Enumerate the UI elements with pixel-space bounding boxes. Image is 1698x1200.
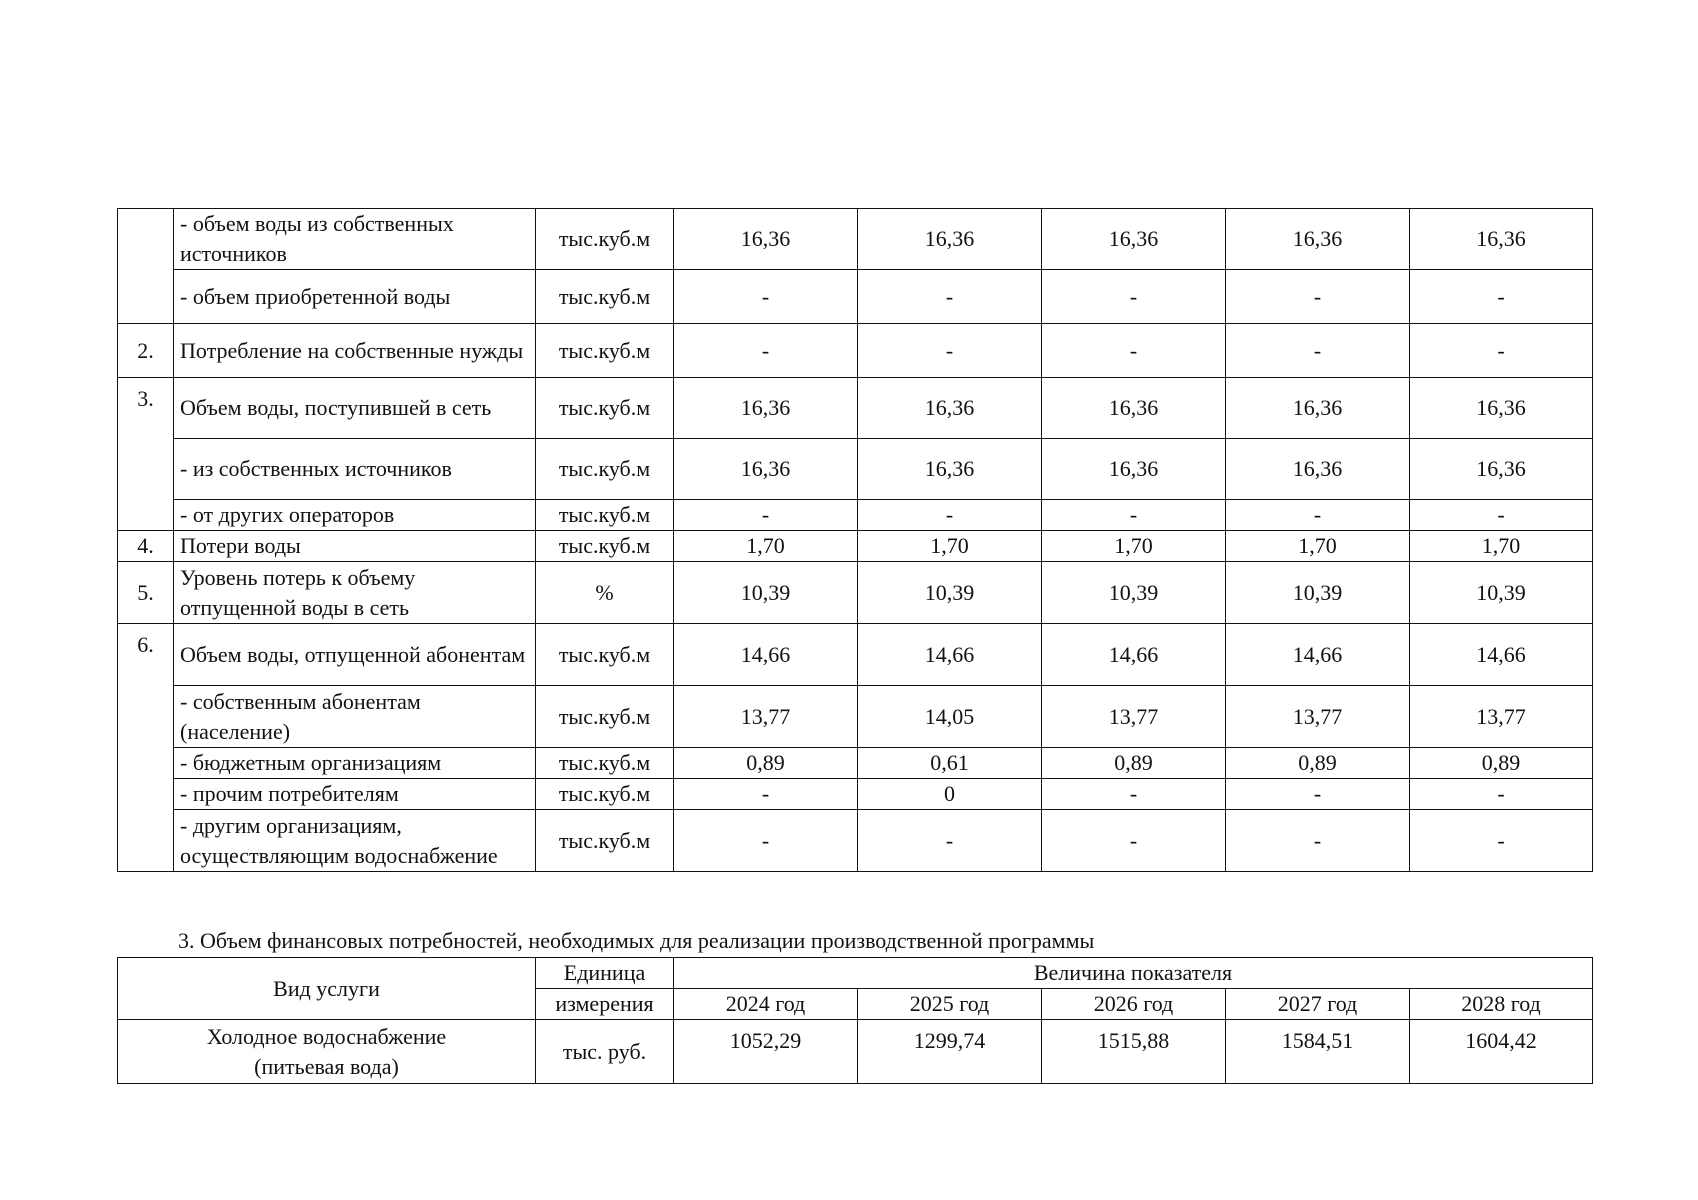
value-cell: 13,77 — [1226, 686, 1410, 748]
value-cell: - — [1042, 500, 1226, 531]
value-cell: - — [1410, 810, 1593, 872]
service-name — [118, 1020, 536, 1084]
unit-cell: тыс.куб.м — [536, 270, 674, 324]
value-cell: 1,70 — [1226, 531, 1410, 562]
value-cell: 14,66 — [674, 624, 858, 686]
value-cell: 10,39 — [1226, 562, 1410, 624]
value-cell: 13,77 — [1042, 686, 1226, 748]
service-name-line2: (питьевая вода) — [254, 1053, 399, 1079]
value-cell: 16,36 — [1226, 209, 1410, 270]
value-cell: 1,70 — [1042, 531, 1226, 562]
table-row — [118, 748, 1593, 779]
unit-cell: тыс.куб.м — [536, 779, 674, 810]
unit-cell: тыс.куб.м — [536, 378, 674, 439]
row-number: 4. — [118, 531, 174, 562]
value-cell: - — [1226, 500, 1410, 531]
indicator-name: Уровень потерь к объему отпущенной воды в сеть — [174, 562, 536, 624]
value-cell: - — [674, 810, 858, 872]
value-cell: 14,66 — [858, 624, 1042, 686]
indicator-name: - собственным абонентам (население) — [174, 686, 536, 748]
value-cell: 10,39 — [858, 562, 1042, 624]
value-cell: 0,89 — [674, 748, 858, 779]
indicator-name: Потребление на собственные нужды — [174, 324, 536, 378]
indicator-name: Потери воды — [174, 531, 536, 562]
unit-cell: тыс. руб. — [536, 1020, 674, 1084]
value-cell: 14,05 — [858, 686, 1042, 748]
value-cell: 1052,29 — [674, 1020, 858, 1084]
value-cell: 13,77 — [1410, 686, 1593, 748]
unit-cell: тыс.куб.м — [536, 531, 674, 562]
value-group-header: Величина показателя — [674, 958, 1593, 989]
value-cell: 16,36 — [674, 209, 858, 270]
value-cell: - — [1410, 779, 1593, 810]
unit-cell: тыс.куб.м — [536, 439, 674, 500]
value-cell: - — [674, 270, 858, 324]
value-cell: 13,77 — [674, 686, 858, 748]
value-cell: 16,36 — [1042, 209, 1226, 270]
table-row — [118, 779, 1593, 810]
value-cell: 16,36 — [858, 209, 1042, 270]
value-cell: - — [1410, 324, 1593, 378]
table-row — [118, 562, 1593, 624]
table-row — [118, 439, 1593, 500]
indicator-name: - объем воды из собственных источников — [174, 209, 536, 270]
value-cell: 16,36 — [674, 439, 858, 500]
value-cell: 1,70 — [1410, 531, 1593, 562]
value-cell: 16,36 — [674, 378, 858, 439]
value-cell: - — [1042, 779, 1226, 810]
value-cell: - — [858, 324, 1042, 378]
value-cell: 10,39 — [1042, 562, 1226, 624]
year-header: 2026 год — [1042, 989, 1226, 1020]
value-cell: 16,36 — [1410, 209, 1593, 270]
value-cell: 16,36 — [1410, 439, 1593, 500]
year-header: 2024 год — [674, 989, 858, 1020]
value-cell: - — [1410, 270, 1593, 324]
indicator-name: Объем воды, поступившей в сеть — [174, 378, 536, 439]
indicator-name: - объем приобретенной воды — [174, 270, 536, 324]
indicator-name: - бюджетным организациям — [174, 748, 536, 779]
value-cell: - — [674, 500, 858, 531]
unit-cell: тыс.куб.м — [536, 810, 674, 872]
service-header: Вид услуги — [118, 958, 536, 1020]
indicator-name: - от других операторов — [174, 500, 536, 531]
unit-cell: % — [536, 562, 674, 624]
value-cell: - — [1042, 270, 1226, 324]
financial-needs-table — [117, 957, 1593, 1084]
unit-header-line2: измерения — [536, 989, 674, 1020]
value-cell: 0 — [858, 779, 1042, 810]
year-header: 2028 год — [1410, 989, 1593, 1020]
unit-header-line1: Единица — [536, 958, 674, 989]
row-number: 3. — [118, 378, 174, 531]
value-cell: 14,66 — [1226, 624, 1410, 686]
value-cell: 16,36 — [1042, 378, 1226, 439]
value-cell: 10,39 — [674, 562, 858, 624]
value-cell: 14,66 — [1042, 624, 1226, 686]
value-cell: 16,36 — [1226, 439, 1410, 500]
unit-cell: тыс.куб.м — [536, 209, 674, 270]
row-number: 2. — [118, 324, 174, 378]
value-cell: 16,36 — [1226, 378, 1410, 439]
indicator-name: Объем воды, отпущенной абонентам — [174, 624, 536, 686]
value-cell: 1299,74 — [858, 1020, 1042, 1084]
section-title: 3. Объем финансовых потребностей, необходимых для реализации производственной программы — [178, 928, 1095, 953]
value-cell: 1,70 — [858, 531, 1042, 562]
value-cell: 16,36 — [1410, 378, 1593, 439]
year-header: 2027 год — [1226, 989, 1410, 1020]
value-cell: - — [1226, 810, 1410, 872]
value-cell: - — [858, 270, 1042, 324]
table-row — [118, 324, 1593, 378]
value-cell: 0,89 — [1042, 748, 1226, 779]
value-cell: 10,39 — [1410, 562, 1593, 624]
production-program-table — [117, 208, 1593, 872]
value-cell: 1604,42 — [1410, 1020, 1593, 1084]
unit-cell: тыс.куб.м — [536, 500, 674, 531]
table-row — [118, 686, 1593, 748]
value-cell: 1515,88 — [1042, 1020, 1226, 1084]
year-header: 2025 год — [858, 989, 1042, 1020]
value-cell: - — [858, 810, 1042, 872]
value-cell: - — [1042, 810, 1226, 872]
table-row — [118, 531, 1593, 562]
value-cell: 0,89 — [1410, 748, 1593, 779]
value-cell: - — [1226, 270, 1410, 324]
unit-cell: тыс.куб.м — [536, 748, 674, 779]
value-cell: 16,36 — [858, 378, 1042, 439]
table-row — [118, 1020, 1593, 1084]
value-cell: 16,36 — [858, 439, 1042, 500]
value-cell: 0,89 — [1226, 748, 1410, 779]
indicator-name: - другим организациям, осуществляющим водоснабжение — [174, 810, 536, 872]
value-cell: 1,70 — [674, 531, 858, 562]
table-row — [118, 270, 1593, 324]
value-cell: - — [674, 779, 858, 810]
row-number: 6. — [118, 624, 174, 872]
unit-cell: тыс.куб.м — [536, 324, 674, 378]
value-cell: - — [858, 500, 1042, 531]
table-row — [118, 209, 1593, 270]
value-cell: 1584,51 — [1226, 1020, 1410, 1084]
table-row — [118, 624, 1593, 686]
value-cell: - — [674, 324, 858, 378]
indicator-name: - прочим потребителям — [174, 779, 536, 810]
row-number: 5. — [118, 562, 174, 624]
table-row — [118, 378, 1593, 439]
unit-cell: тыс.куб.м — [536, 624, 674, 686]
value-cell: - — [1042, 324, 1226, 378]
value-cell: 0,61 — [858, 748, 1042, 779]
value-cell: 16,36 — [1042, 439, 1226, 500]
table-row — [118, 500, 1593, 531]
table-row — [118, 810, 1593, 872]
value-cell: 14,66 — [1410, 624, 1593, 686]
indicator-name: - из собственных источников — [174, 439, 536, 500]
table-body — [118, 209, 1593, 872]
header-row — [118, 958, 1593, 989]
row-number — [118, 209, 174, 324]
value-cell: - — [1226, 779, 1410, 810]
value-cell: - — [1226, 324, 1410, 378]
value-cell: - — [1410, 500, 1593, 531]
service-name-line1: Холодное водоснабжение — [206, 1023, 447, 1049]
unit-cell: тыс.куб.м — [536, 686, 674, 748]
